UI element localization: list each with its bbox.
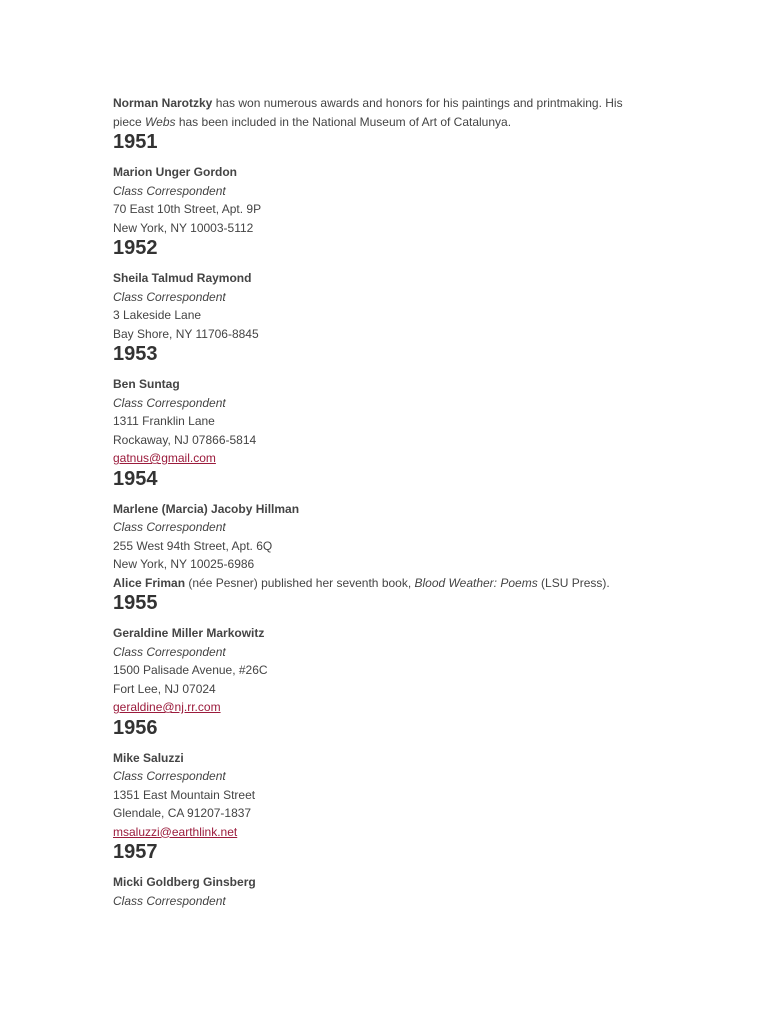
- class-entry-1955: [113, 624, 653, 717]
- year-heading-1956: 1956: [113, 716, 158, 739]
- class-entry-1953: [113, 375, 653, 468]
- address-line-2: New York, NY 10003-5112: [113, 220, 254, 235]
- note-book-title: Blood Weather: Poems: [414, 575, 538, 590]
- correspondent-role: Class Correspondent: [113, 289, 226, 304]
- email-link[interactable]: msaluzzi@earthlink.net: [113, 824, 238, 839]
- class-entry-1954: [113, 500, 653, 593]
- note-text-2: (LSU Press).: [537, 575, 610, 590]
- address-line-1: 1500 Palisade Avenue, #26C: [113, 663, 268, 677]
- correspondent-role: Class Correspondent: [113, 183, 226, 198]
- intro-text-2: has been included in the National Museum of Art of Catalunya.: [175, 114, 512, 129]
- correspondent-name: Geraldine Miller Markowitz: [113, 626, 265, 640]
- document-body: [113, 94, 653, 910]
- intro-name: Norman Narotzky: [113, 96, 213, 110]
- year-heading-1951: 1951: [113, 131, 158, 153]
- correspondent-role: Class Correspondent: [113, 520, 226, 534]
- note-text-1: (née Pesner) published her seventh book,: [185, 575, 415, 590]
- correspondent-name: Micki Goldberg Ginsberg: [113, 875, 256, 889]
- email-link[interactable]: gatnus@gmail.com: [113, 451, 216, 465]
- class-entry-1952: [113, 269, 653, 343]
- correspondent-role: Class Correspondent: [113, 893, 226, 908]
- correspondent-name: Marion Unger Gordon: [113, 165, 237, 179]
- intro-paragraph: [113, 94, 653, 131]
- address-line-1: 1351 East Mountain Street: [113, 787, 256, 802]
- year-heading-1955: 1955: [113, 592, 158, 614]
- year-heading-1953: 1953: [113, 343, 158, 365]
- address-line-2: Glendale, CA 91207-1837: [113, 806, 252, 820]
- class-entry-1956: [113, 749, 653, 842]
- correspondent-role: Class Correspondent: [113, 395, 226, 410]
- intro-work-title: Webs: [145, 114, 176, 129]
- correspondent-role: Class Correspondent: [113, 644, 226, 659]
- address-line-1: 1311 Franklin Lane: [113, 414, 215, 428]
- address-line-1: 3 Lakeside Lane: [113, 308, 202, 322]
- address-line-1: 255 West 94th Street, Apt. 6Q: [113, 538, 273, 553]
- address-line-2: New York, NY 10025-6986: [113, 557, 255, 571]
- class-entry-1951: [113, 163, 653, 237]
- class-entry-1957: [113, 873, 653, 910]
- year-heading-1954: 1954: [113, 467, 158, 490]
- email-link[interactable]: geraldine@nj.rr.com: [113, 700, 221, 714]
- class-note: [113, 574, 653, 593]
- year-heading-1957: 1957: [113, 841, 158, 863]
- year-heading-1952: 1952: [113, 237, 158, 259]
- correspondent-name: Marlene (Marcia) Jacoby Hillman: [113, 501, 300, 516]
- address-line-2: Bay Shore, NY 11706-8845: [113, 326, 259, 341]
- correspondent-role: Class Correspondent: [113, 769, 226, 783]
- correspondent-name: Sheila Talmud Raymond: [113, 271, 252, 285]
- address-line-2: Fort Lee, NJ 07024: [113, 681, 216, 696]
- note-name: Alice Friman: [113, 575, 186, 590]
- correspondent-name: Ben Suntag: [113, 377, 180, 391]
- address-line-1: 70 East 10th Street, Apt. 9P: [113, 202, 262, 216]
- correspondent-name: Mike Saluzzi: [113, 750, 184, 765]
- intro-text-1: has won numerous awards and honors for his paintings and printmaking. His piece: [113, 96, 623, 129]
- address-line-2: Rockaway, NJ 07866-5814: [113, 432, 257, 447]
